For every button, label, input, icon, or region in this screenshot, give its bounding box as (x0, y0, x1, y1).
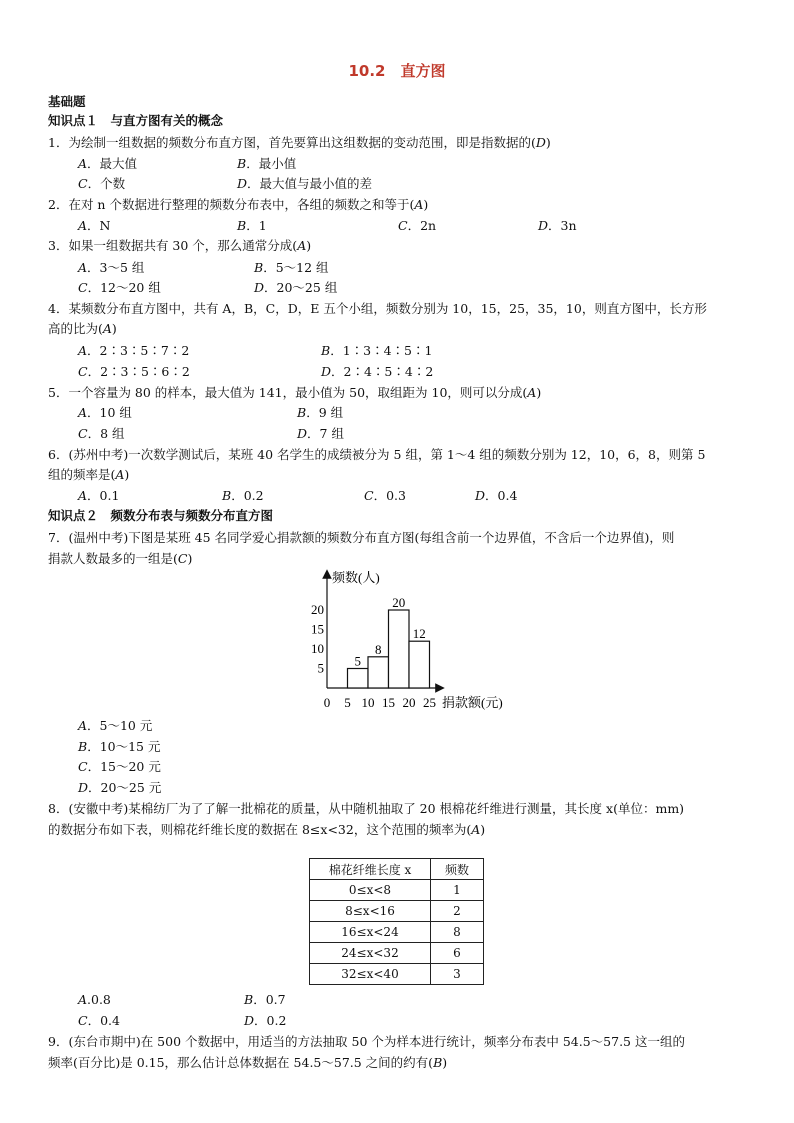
question-4-option-d: D．2∶4∶5∶4∶2 (321, 364, 434, 379)
question-2-answer: A (414, 197, 424, 212)
histogram-chart (300, 566, 530, 716)
question-1-stem: 1．为绘制一组数据的频数分布直方图，首先要算出这组数据的变动范围，即是指数据的(D) (48, 135, 551, 150)
section-heading: 基础题 (48, 94, 86, 109)
question-4-answer: A (102, 321, 112, 336)
question-7-stem-line2: 捐款人数最多的一组是(C) (48, 551, 193, 566)
page-title: 10.2 直方图 (348, 62, 446, 80)
x-axis-label: 捐款额(元) (442, 695, 503, 710)
question-8-option-c: C．0.4 (78, 1013, 120, 1028)
question-5-option-d: D．7 组 (297, 426, 344, 441)
table-header-row (310, 859, 484, 880)
question-4-stem-line2: 高的比为(A) (48, 321, 117, 336)
question-3-option-a: A．3～5 组 (78, 260, 145, 275)
x-tick-label: 5 (344, 695, 351, 710)
question-4-option-a: A．2∶3∶5∶7∶2 (78, 343, 190, 358)
question-9-stem-line2: 频率(百分比)是 0.15，那么估计总体数据在 54.5～57.5 之间的约有(B) (48, 1055, 448, 1070)
x-tick-label: 15 (382, 695, 395, 710)
table-cell-range: 32≤x<40 (310, 964, 431, 985)
table-cell-count: 8 (431, 922, 484, 943)
y-tick-label: 10 (311, 641, 324, 656)
question-2-option-a: A．N (78, 218, 111, 233)
fiber-length-table (309, 858, 484, 985)
question-5-stem: 5．一个容量为 80 的样本，最大值为 141，最小值为 50，取组距为 10，则可以分成(A) (48, 385, 542, 400)
question-7-option-b: B．10～15 元 (78, 739, 161, 754)
question-3-option-d: D．20～25 组 (254, 280, 338, 295)
x-tick-label: 10 (361, 695, 375, 710)
table-cell-count: 2 (431, 901, 484, 922)
table-header-length: 棉花纤维长度 x (310, 859, 431, 880)
table-row (310, 901, 484, 922)
y-tick-label: 15 (311, 621, 324, 637)
question-7-option-a: A．5～10 元 (78, 718, 153, 733)
histogram-bar (409, 641, 430, 688)
x-tick-label: 25 (423, 695, 436, 710)
histogram-bar (389, 610, 410, 688)
table-row (310, 964, 484, 985)
table-cell-range: 8≤x<16 (310, 901, 431, 922)
table-row (310, 922, 484, 943)
bar-value-label: 8 (375, 641, 382, 657)
question-1-option-b: B．最小值 (237, 156, 297, 171)
question-2-stem: 2．在对 n 个数据进行整理的频数分布表中，各组的频数之和等于(A) (48, 197, 429, 212)
question-2-option-d: D．3n (538, 218, 577, 233)
question-1-option-c: C．个数 (78, 176, 126, 191)
table-cell-range: 24≤x<32 (310, 943, 431, 964)
question-5-option-b: B．9 组 (297, 405, 344, 420)
table-header-frequency: 频数 (431, 859, 484, 880)
bar-value-label: 5 (354, 653, 361, 669)
bar-value-label: 12 (412, 626, 426, 642)
question-6-option-a: A．0.1 (78, 488, 120, 503)
table-cell-count: 1 (431, 880, 484, 901)
question-2-option-b: B．1 (237, 218, 267, 233)
knowledge-point-2: 知识点２ 频数分布表与频数分布直方图 (48, 508, 274, 523)
table-cell-range: 0≤x<8 (310, 880, 431, 901)
question-8-answer: A (471, 822, 481, 837)
x-tick-label: 20 (402, 695, 416, 710)
question-1-option-a: A．最大值 (78, 156, 138, 171)
question-6-option-c: C．0.3 (364, 488, 406, 503)
question-9-answer: B (433, 1055, 443, 1070)
question-3-option-b: B．5～12 组 (254, 260, 329, 275)
table-row (310, 880, 484, 901)
question-8-option-d: D．0.2 (244, 1013, 287, 1028)
question-6-stem-line1: 6．(苏州中考)一次数学测试后，某班 40 名学生的成绩被分为 5 组，第 1～4 组的频数分别为 12，10，6，8，则第 5 (48, 447, 706, 462)
question-3-stem: 3．如果一组数据共有 30 个，那么通常分成(A) (48, 238, 312, 253)
question-7-answer: C (177, 551, 188, 566)
table-cell-range: 16≤x<24 (310, 922, 431, 943)
question-4-option-b: B．1∶3∶4∶5∶1 (321, 343, 433, 358)
question-1-answer: D (535, 135, 546, 150)
question-6-answer: A (115, 467, 125, 482)
question-3-answer: A (297, 238, 307, 253)
question-7-option-c: C．15～20 元 (78, 759, 161, 774)
question-6-stem-line2: 组的频率是(A) (48, 467, 130, 482)
table-cell-count: 6 (431, 943, 484, 964)
table-row (310, 943, 484, 964)
question-3-option-c: C．12～20 组 (78, 280, 161, 295)
question-6-option-d: D．0.4 (475, 488, 518, 503)
question-1-option-d: D．最大值与最小值的差 (237, 176, 373, 191)
question-8-stem-line1: 8．(安徽中考)某棉纺厂为了了解一批棉花的质量，从中随机抽取了 20 根棉花纤维进行测量，其长度 x(单位：mm) (48, 801, 685, 816)
question-6-option-b: B．0.2 (222, 488, 264, 503)
x-tick-label: 0 (323, 695, 331, 710)
question-4-option-c: C．2∶3∶5∶6∶2 (78, 364, 190, 379)
histogram-bar (348, 669, 369, 689)
question-8-stem-line2: 的数据分布如下表，则棉花纤维长度的数据在 8≤x<32，这个范围的频率为(A) (48, 822, 486, 837)
question-2-option-c: C．2n (398, 218, 437, 233)
table-cell-count: 3 (431, 964, 484, 985)
y-tick-label: 5 (317, 660, 324, 676)
question-8-option-b: B．0.7 (244, 992, 286, 1007)
question-8-option-a: A.0.8 (78, 992, 111, 1007)
question-5-option-a: A．10 组 (78, 405, 132, 420)
question-9-stem-line1: 9．(东台市期中)在 500 个数据中，用适当的方法抽取 50 个为样本进行统计，频率分布表中 54.5～57.5 这一组的 (48, 1034, 685, 1049)
y-axis-label: 频数(人) (332, 570, 380, 585)
bar-value-label: 20 (392, 595, 406, 610)
question-7-stem-line1: 7．(温州中考)下图是某班 45 名同学爱心捐款额的频数分布直方图(每组含前一个边界值，不含后一个边界值)，则 (48, 530, 675, 545)
question-5-option-c: C．8 组 (78, 426, 125, 441)
knowledge-point-1: 知识点１ 与直方图有关的概念 (48, 113, 224, 128)
question-7-option-d: D．20～25 元 (78, 780, 162, 795)
question-5-answer: A (527, 385, 537, 400)
y-tick-label: 20 (311, 602, 324, 617)
histogram-bar (368, 657, 389, 688)
question-4-stem-line1: 4．某频数分布直方图中，共有 A，B，C，D，E 五个小组，频数分别为 10，15，25，35，10，则直方图中，长方形 (48, 301, 707, 316)
